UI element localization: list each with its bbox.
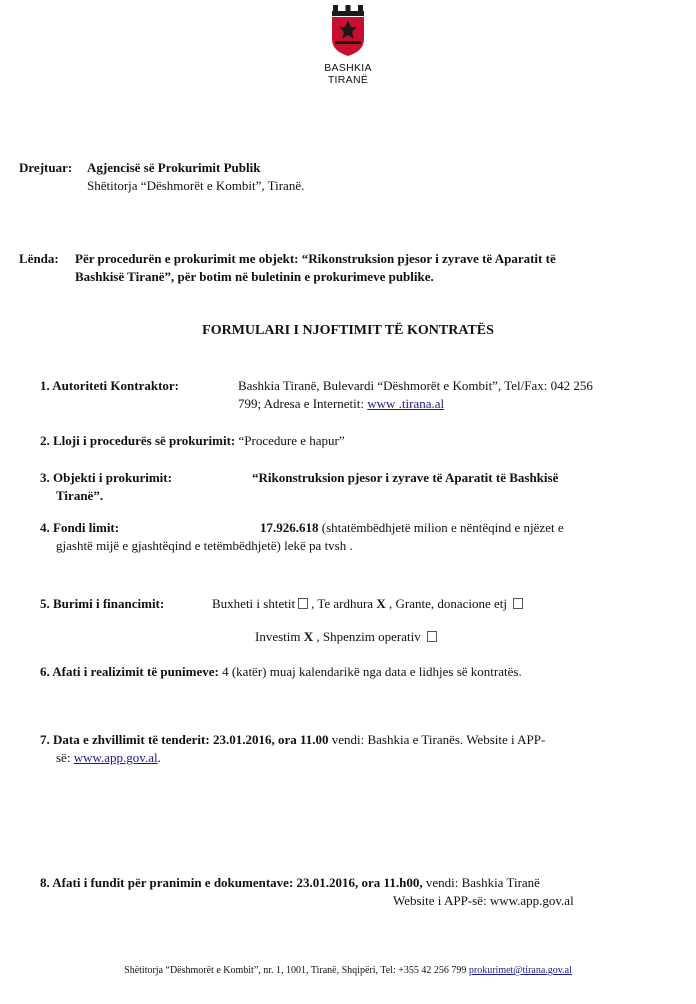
addressee-address: Shëtitorja “Dëshmorët e Kombit”, Tiranë. bbox=[87, 178, 305, 193]
addressee-label: Drejtuar: bbox=[19, 160, 73, 175]
item-8-line-1: 8. Afati i fundit për pranimin e dokumentave: 23.01.2016, ora 11.h00, vendi: Bashkia Tiranë bbox=[40, 875, 540, 890]
logo-text-tirane: TIRANË bbox=[327, 74, 369, 86]
subject-label: Lënda: bbox=[19, 251, 59, 266]
fund-amount: 17.926.618 bbox=[260, 520, 319, 535]
item-4-line-1: 17.926.618 (shtatëmbëdhjetë milion e nëntëqind e njëzet e bbox=[260, 520, 564, 535]
item-3-line-2: Tiranë”. bbox=[56, 488, 104, 503]
item-8-label: 8. Afati i fundit për pranimin e dokumentave: bbox=[40, 875, 294, 890]
app-website-link[interactable]: www.app.gov.al bbox=[73, 750, 158, 765]
logo-text-bashkia: BASHKIA bbox=[324, 62, 372, 74]
checkbox-empty bbox=[513, 598, 523, 609]
item-7-line-2: së: www.app.gov.al. bbox=[56, 750, 161, 765]
item-2 bbox=[40, 433, 345, 449]
item-4-line-2: gjashtë mijë e gjashtëqind e tetëmbëdhjetë) lekë pa tvsh . bbox=[56, 538, 353, 553]
item-1-line-2: 799; Adresa e Internetit: www .tirana.al bbox=[238, 396, 445, 411]
footer-email-link[interactable]: prokurimet@tirana.gov.al bbox=[468, 965, 572, 976]
addressee-name: Agjencisë së Prokurimit Publik bbox=[87, 160, 261, 175]
item-8-line-2: Website i APP-së: www.app.gov.al bbox=[393, 893, 574, 908]
item-6 bbox=[40, 664, 522, 680]
item-7-date: 23.01.2016, ora 11.00 bbox=[212, 732, 329, 747]
item-4-label: 4. Fondi limit: bbox=[40, 520, 120, 535]
item-5-options-row-1: Buxheti i shtetit , Te ardhura X , Grante, donacione etj bbox=[212, 596, 526, 612]
item-8-date: 23.01.2016, ora 11.h00, bbox=[296, 875, 423, 890]
item-2-value: “Procedure e hapur” bbox=[238, 433, 345, 448]
item-7-label: 7. Data e zhvillimit të tenderit: bbox=[40, 732, 210, 747]
item-3-line-1: “Rikonstruksion pjesor i zyrave të Aparatit të Bashkisë bbox=[252, 470, 559, 485]
item-1-line-1: Bashkia Tiranë, Bulevardi “Dëshmorët e Kombit”, Tel/Fax: 042 256 bbox=[238, 378, 593, 393]
item-2-label: 2. Lloji i procedurës së prokurimit: bbox=[40, 433, 236, 448]
bashkia-tirane-coat-of-arms-icon bbox=[329, 5, 367, 57]
checked-mark: X bbox=[376, 596, 386, 611]
item-6-label: 6. Afati i realizimit të punimeve: bbox=[40, 664, 219, 679]
subject-line-2: Bashkisë Tiranë”, për botim në buletinin e prokurimeve publike. bbox=[75, 269, 434, 284]
website-link[interactable]: www .tirana.al bbox=[367, 396, 445, 411]
item-5-options-row-2: Investim X , Shpenzim operativ bbox=[255, 629, 440, 645]
footer: Shëtitorja “Dëshmorët e Kombit”, nr. 1, 1001, Tiranë, Shqipëri, Tel: +355 42 256 799 prokurimet@tirana.gov.al bbox=[124, 965, 572, 976]
checked-mark: X bbox=[303, 629, 314, 644]
item-7-line-1: 7. Data e zhvillimit të tenderit: 23.01.2016, ora 11.00 vendi: Bashkia e Tiranës. Website i APP- bbox=[40, 732, 546, 747]
item-6-value: 4 (katër) muaj kalendarikë nga data e lidhjes së kontratës. bbox=[222, 664, 522, 679]
checkbox-empty bbox=[427, 631, 437, 642]
subject-line-1: Për procedurën e prokurimit me objekt: “Rikonstruksion pjesor i zyrave të Aparatit të bbox=[75, 251, 556, 266]
item-5-label: 5. Burimi i financimit: bbox=[40, 596, 165, 611]
item-1-label: 1. Autoriteti Kontraktor: bbox=[40, 378, 180, 393]
checkbox-empty bbox=[298, 598, 308, 609]
item-3-label: 3. Objekti i prokurimit: bbox=[40, 470, 172, 485]
document-title: FORMULARI I NJOFTIMIT TË KONTRATËS bbox=[202, 323, 494, 338]
